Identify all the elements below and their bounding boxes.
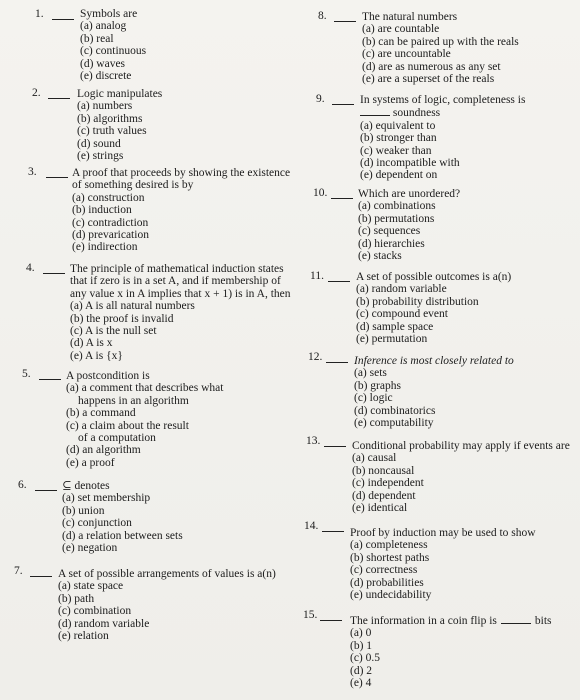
question-number: 7. <box>14 565 23 577</box>
answer-blank[interactable] <box>328 281 350 282</box>
option-a: (a) random variable <box>356 283 447 296</box>
question-stem: Conditional probability may apply if events are <box>352 440 570 452</box>
answer-blank[interactable] <box>39 379 61 380</box>
option-a: (a) equivalent to <box>360 119 436 132</box>
option-e: (e) dependent on <box>360 169 438 182</box>
option-c: (c) weaker than <box>360 144 432 157</box>
option-c: (c) combination <box>58 605 132 618</box>
option-d: (d) 2 <box>350 664 373 677</box>
option-b: (b) stronger than <box>360 132 437 145</box>
option-a: (a) analog <box>80 20 127 33</box>
question-number: 1. <box>35 8 44 20</box>
answer-blank[interactable] <box>332 104 354 105</box>
option-c: (c) a claim about the result <box>66 419 189 432</box>
option-d: (d) hierarchies <box>358 237 425 250</box>
option-e: (e) identical <box>352 502 408 515</box>
option-d: (d) prevarication <box>72 229 149 242</box>
option-b: (b) the proof is invalid <box>70 312 174 325</box>
option-e: (e) a proof <box>66 456 115 469</box>
option-c: (c) truth values <box>77 125 147 138</box>
option-e: (e) computability <box>354 417 434 430</box>
inline-blank[interactable] <box>360 106 390 116</box>
option-d: (d) A is x <box>70 337 113 350</box>
option-e: (e) 4 <box>350 677 372 690</box>
question-stem: ⊆ denotes <box>62 480 110 492</box>
option-b: (b) induction <box>72 204 132 217</box>
question-number: 13. <box>306 435 321 447</box>
question-number: 10. <box>313 187 328 199</box>
question-stem: The natural numbers <box>362 11 458 23</box>
answer-blank[interactable] <box>331 198 353 199</box>
option-c: (c) logic <box>354 392 393 405</box>
question-stem: A set of possible outcomes is a(n) <box>356 271 512 283</box>
option-d: (d) sound <box>77 137 121 150</box>
option-b: (b) algorithms <box>77 112 143 125</box>
option-e: (e) are a superset of the reals <box>362 73 495 86</box>
option-c-cont: of a computation <box>78 432 156 445</box>
question-stem: The information in a coin flip is <box>350 615 497 627</box>
answer-blank[interactable] <box>334 21 356 22</box>
option-d: (d) sample space <box>356 320 434 333</box>
question-stem-cont: bits <box>534 615 552 627</box>
option-d: (d) are as numerous as any set <box>362 60 501 73</box>
option-b: (b) a command <box>66 407 136 420</box>
question-stem-cont: that if zero is in a set A, and if membership of <box>70 275 281 288</box>
option-b: (b) probability distribution <box>356 295 479 308</box>
question-stem: The principle of mathematical induction states <box>70 263 284 275</box>
question-number: 14. <box>304 520 319 532</box>
question-stem-cont: of something desired is by <box>72 179 194 192</box>
question-stem: A proof that proceeds by showing the existence <box>72 167 291 179</box>
question-number: 11. <box>310 270 324 282</box>
question-stem-cont: any value x in A implies that x + 1) is in A, then <box>70 287 291 300</box>
option-e: (e) undecidability <box>350 589 432 602</box>
option-c: (c) 0.5 <box>350 652 381 665</box>
option-a: (a) completeness <box>350 539 428 552</box>
option-b: (b) path <box>58 592 95 605</box>
question-stem: Logic manipulates <box>77 88 163 100</box>
option-c: (c) conjunction <box>62 517 132 530</box>
option-b: (b) permutations <box>358 212 435 225</box>
option-a: (a) construction <box>72 191 145 204</box>
option-a: (a) set membership <box>62 492 151 505</box>
question-number: 15. <box>303 609 318 621</box>
question-number: 4. <box>26 262 35 274</box>
option-a: (a) numbers <box>77 100 133 113</box>
option-d: (d) incompatible with <box>360 157 460 170</box>
option-d: (d) dependent <box>352 489 416 502</box>
answer-blank[interactable] <box>48 98 70 99</box>
option-c: (c) A is the null set <box>70 325 157 338</box>
answer-blank[interactable] <box>35 490 57 491</box>
option-c: (c) compound event <box>356 308 448 321</box>
option-a: (a) are countable <box>362 23 440 36</box>
answer-blank[interactable] <box>52 19 74 20</box>
option-a: (a) A is all natural numbers <box>70 300 195 313</box>
answer-blank[interactable] <box>46 177 68 178</box>
option-b: (b) union <box>62 504 105 517</box>
option-d: (d) an algorithm <box>66 444 141 457</box>
question-stem: Which are unordered? <box>358 188 461 200</box>
answer-blank[interactable] <box>322 531 344 532</box>
option-e: (e) A is {x} <box>70 349 123 362</box>
option-b: (b) shortest paths <box>350 551 430 564</box>
option-e: (e) relation <box>58 630 109 643</box>
option-d: (d) random variable <box>58 617 150 630</box>
inline-blank[interactable] <box>501 614 531 624</box>
option-b: (b) real <box>80 32 114 45</box>
question-number: 5. <box>22 368 31 380</box>
option-d: (d) waves <box>80 57 126 70</box>
option-b: (b) 1 <box>350 639 373 652</box>
answer-blank[interactable] <box>30 576 52 577</box>
option-e: (e) permutation <box>356 333 428 346</box>
option-b: (b) can be paired up with the reals <box>362 35 519 48</box>
question-stem: Inference is most closely related to <box>354 355 514 367</box>
answer-blank[interactable] <box>326 362 348 363</box>
answer-blank[interactable] <box>324 446 346 447</box>
option-b: (b) noncausal <box>352 464 415 477</box>
answer-blank[interactable] <box>320 620 342 621</box>
option-a: (a) 0 <box>350 627 372 640</box>
question-stem: A set of possible arrangements of values is a(n) <box>58 568 276 580</box>
question-stem-cont: soundness <box>392 107 441 120</box>
question-number: 2. <box>32 87 41 99</box>
question-number: 12. <box>308 351 323 363</box>
question-number: 6. <box>18 479 27 491</box>
option-e: (e) discrete <box>80 70 132 83</box>
option-d: (d) probabilities <box>350 576 424 589</box>
option-d: (d) combinatorics <box>354 404 436 417</box>
question-number: 9. <box>316 93 325 105</box>
option-c: (c) continuous <box>80 45 147 58</box>
question-stem: A postcondition is <box>66 370 150 382</box>
option-d: (d) a relation between sets <box>62 529 183 542</box>
option-e: (e) indirection <box>72 241 138 254</box>
option-e: (e) stacks <box>358 250 402 263</box>
option-a: (a) causal <box>352 452 397 465</box>
option-a: (a) a comment that describes what <box>66 382 224 395</box>
option-c: (c) are uncountable <box>362 48 451 61</box>
question-number: 3. <box>28 166 37 178</box>
option-e: (e) negation <box>62 542 118 555</box>
question-stem: In systems of logic, completeness is <box>360 94 526 106</box>
option-e: (e) strings <box>77 150 124 163</box>
option-c: (c) correctness <box>350 564 418 577</box>
option-a-cont: happens in an algorithm <box>78 394 189 407</box>
option-a: (a) sets <box>354 367 387 380</box>
option-c: (c) contradiction <box>72 216 149 229</box>
option-c: (c) sequences <box>358 225 421 238</box>
option-a: (a) combinations <box>358 200 436 213</box>
question-stem: Symbols are <box>80 8 138 20</box>
answer-blank[interactable] <box>43 273 65 274</box>
option-b: (b) graphs <box>354 379 401 392</box>
option-c: (c) independent <box>352 477 424 490</box>
question-number: 8. <box>318 10 327 22</box>
question-stem: Proof by induction may be used to show <box>350 527 536 539</box>
option-a: (a) state space <box>58 580 124 593</box>
